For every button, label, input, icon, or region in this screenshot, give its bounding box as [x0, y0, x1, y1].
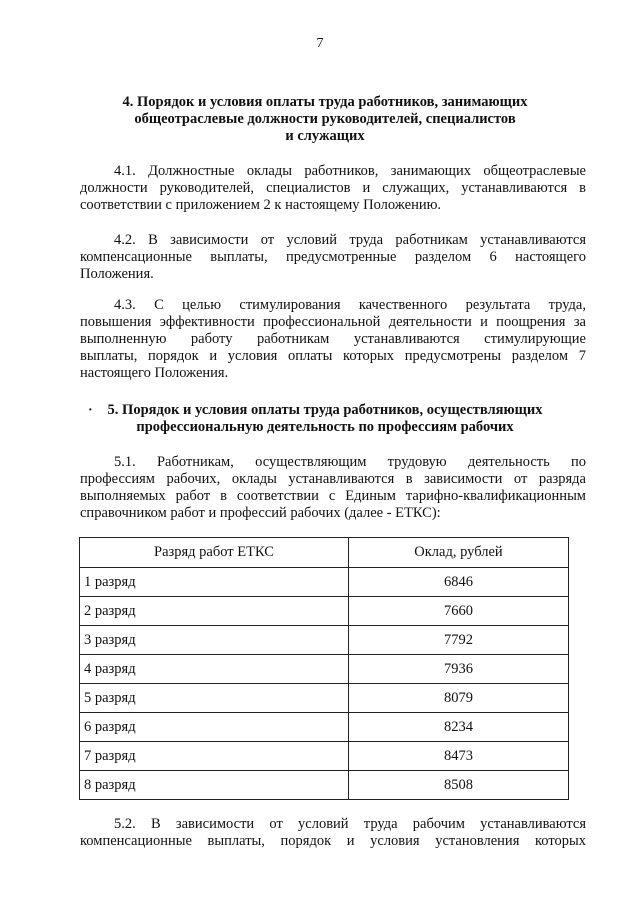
grade-cell: 1 разряд [80, 568, 349, 597]
paragraph-line: справочником работ и профессий рабочих (далее - ЕТКС): [80, 505, 441, 521]
heading-line: 4. Порядок и условия оплаты труда работников, занимающих [122, 94, 528, 110]
grade-cell: 3 разряд [80, 626, 349, 655]
table-row [80, 771, 569, 800]
paragraph-line: 5.1. Работникам, осуществляющим трудовую деятельность по [114, 454, 586, 470]
page-number: 7 [316, 36, 324, 51]
salary-cell: 6846 [348, 568, 568, 597]
heading-line: и служащих [285, 128, 365, 144]
table-row [80, 655, 569, 684]
paragraph-line: выполненную работу работникам устанавливаются стимулирующие [80, 331, 586, 347]
grade-cell: 6 разряд [80, 713, 349, 742]
paragraph-line: повышения эффективности профессиональной деятельности и поощрения за [80, 314, 586, 330]
paragraph-4-2 [80, 232, 586, 283]
salary-cell: 7936 [348, 655, 568, 684]
paragraph-line: 5.2. В зависимости от условий труда рабочим устанавливаются [114, 816, 586, 832]
paragraph-line: соответствии с приложением 2 к настоящему Положению. [80, 197, 442, 213]
heading-line: 5. Порядок и условия оплаты труда работников, осуществляющих [107, 402, 543, 418]
paragraph-line: Положения. [80, 266, 154, 282]
paragraph-line: выполняемых работ в соответствии с Единым тарифно-квалификационным [80, 488, 586, 504]
salary-cell: 8234 [348, 713, 568, 742]
table-row [80, 742, 569, 771]
grade-cell: 8 разряд [80, 771, 349, 800]
table-row [80, 684, 569, 713]
grade-cell: 7 разряд [80, 742, 349, 771]
salary-cell: 7660 [348, 597, 568, 626]
paragraph-line: выплаты, порядок и условия оплаты которых предусмотрены разделом 7 [80, 348, 586, 364]
section-4-heading [80, 94, 570, 145]
paragraph-line: 4.2. В зависимости от условий труда работникам устанавливаются [114, 232, 586, 248]
bullet-mark: · [88, 403, 93, 418]
table-header-row [80, 538, 569, 568]
paragraph-line: 4.3. С целью стимулирования качественного результата труда, [114, 297, 586, 313]
paragraph-line: компенсационные выплаты, порядок и условия установления которых [80, 833, 586, 849]
grade-cell: 2 разряд [80, 597, 349, 626]
salary-cell: 8079 [348, 684, 568, 713]
paragraph-4-1 [80, 163, 586, 214]
table-row [80, 713, 569, 742]
etks-salary-table [79, 537, 569, 800]
column-header-grade: Разряд работ ЕТКС [80, 538, 349, 568]
paragraph-line: должности руководителей, специалистов и служащих, устанавливаются в [80, 180, 586, 196]
salary-cell: 7792 [348, 626, 568, 655]
table-row [80, 597, 569, 626]
paragraph-line: 4.1. Должностные оклады работников, занимающих общеотраслевые [114, 163, 586, 179]
paragraph-5-2 [80, 816, 586, 850]
grade-cell: 4 разряд [80, 655, 349, 684]
heading-line: общеотраслевые должности руководителей, специалистов [134, 111, 516, 127]
grade-cell: 5 разряд [80, 684, 349, 713]
heading-line: профессиональную деятельность по профессиям рабочих [136, 419, 514, 435]
paragraph-4-3 [80, 297, 586, 382]
paragraph-line: профессиям рабочих, оклады устанавливаются в зависимости от разряда [80, 471, 586, 487]
section-5-heading [80, 402, 570, 436]
paragraph-5-1 [80, 454, 586, 522]
paragraph-line: настоящего Положения. [80, 365, 229, 381]
salary-cell: 8473 [348, 742, 568, 771]
table-row [80, 568, 569, 597]
salary-cell: 8508 [348, 771, 568, 800]
column-header-salary: Оклад, рублей [348, 538, 568, 568]
table-row [80, 626, 569, 655]
paragraph-line: компенсационные выплаты, предусмотренные разделом 6 настоящего [80, 249, 586, 265]
